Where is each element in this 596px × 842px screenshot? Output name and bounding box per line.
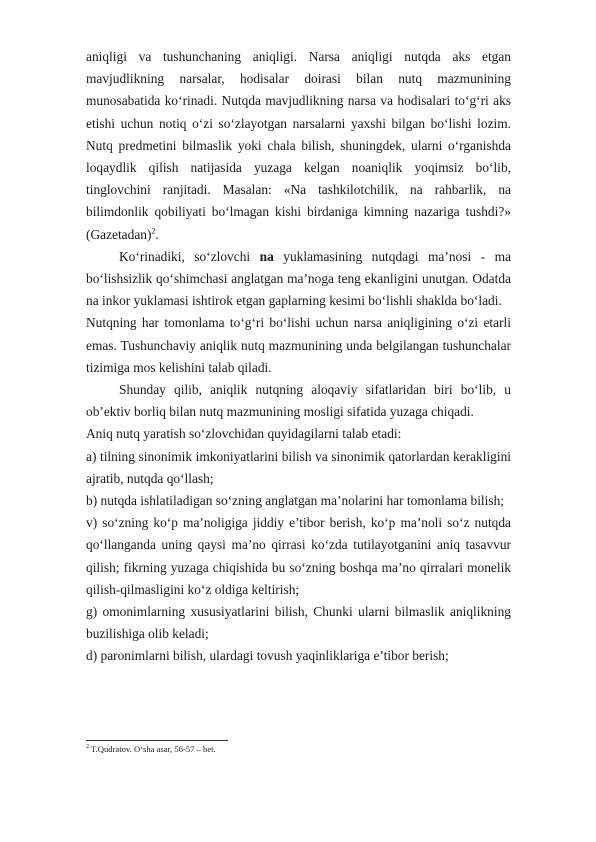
paragraph-4: Shunday qilib, aniqlik nutqning aloqaviy sifatlaridan biri bo‘lib, u ob’ektiv borliq bilan nutq mazmunining mosligi sifatida yuzaga chiqadi. — [86, 382, 511, 420]
list-item-a: a) tilning sinonimik imkoniyatlarini bilish va sinonimik qatorlardan kerakligini ajratib, nutqda qo‘llash; — [86, 448, 511, 486]
footnote-divider — [86, 740, 228, 741]
list-item-g: g) omonimlarning xususiyatlarini bilish, Chunki ularni bilmaslik aniqlikning buzilishiga olib keladi; — [86, 604, 511, 642]
list-item-v: v) so‘zning ko‘p ma’noligiga jiddiy e’tibor berish, ko‘p ma’noli so‘z nutqda qo‘llanganda uning qaysi ma’no qirrasi ko‘zda tutilayotganini aniq tasavvur qilish; fikrning yuzaga chiqishida bu so‘zning boshqa ma’no qirralari monelik qilish-qilmasligini ko‘z oldiga keltirish; — [86, 515, 511, 597]
footnote-text: T.Qudratov. O‘sha asar, 56-57 – bet. — [89, 744, 216, 754]
footnote-reference[interactable]: 2 — [151, 226, 156, 236]
paragraph-2-start: Ko‘rinadiki, so‘zlovchi — [119, 248, 260, 264]
list-item-b: b) nutqda ishlatiladigan so‘zning anglatgan ma’nolarini har tomonlama bilish; — [86, 493, 504, 509]
paragraph-2 — [86, 246, 511, 313]
paragraph-1-text: aniqligi va tushunchaning aniqligi. Narsa aniqligi nutqda aks etgan mavjudlikning narsalar, hodisalar doirasi bilan nutq mazmunining munosabatida ko‘rinadi. Nutqda mavjudlikning narsa va hodisalari to‘g‘ri aks etishi uchun notiq o‘zi so‘zlayotgan narsalarni yaxshi bilgan bo‘lishi lozim. Nutq predmetini bilmaslik yoki chala bilish, shuningdek, ularni o‘rganishda loqaydlik qilish natijasida yuzaga kelgan noaniqlik yoqimsiz bo‘lib, tinglovchini ranjitadi. Masalan: «Na tashkilotchilik, na rahbarlik, na bilimdonlik qobiliyati bo‘lmagan kishi birdaniga kimning nazariga tushdi?» (Gazetadan) — [86, 49, 511, 242]
footnote-number: 2 — [86, 744, 89, 751]
paragraph-2-end: yuklamasining nutqdagi ma’nosi - ma bo‘lishsizlik qo‘shimchasi anglatgan ma’noga teng ekanligini unutgan. Odatda na inkor yuklamasi ishtirok etgan gaplarning kesimi bo‘lishli shaklda bo‘ladi. — [86, 248, 512, 309]
paragraph-1 — [86, 46, 511, 246]
footnote — [86, 744, 216, 755]
list-item-d: d) paronimlarni bilish, ulardagi tovush yaqinliklariga e’tibor berish; — [86, 648, 449, 664]
paragraph-3: Nutqning har tomonlama to‘g‘ri bo‘lishi uchun narsa aniqligining o‘zi etarli emas. Tushunchaviy aniqlik nutq mazmunining unda belgilangan tushunchalar tizimiga mos kelishini talab qiladi. — [86, 315, 511, 375]
body-text — [86, 46, 511, 668]
paragraph-1-end: . — [155, 226, 159, 242]
paragraph-2-bold-word: na — [259, 248, 274, 264]
paragraph-5: Aniq nutq yaratish so‘zlovchidan quyidagilarni talab etadi: — [86, 426, 402, 442]
